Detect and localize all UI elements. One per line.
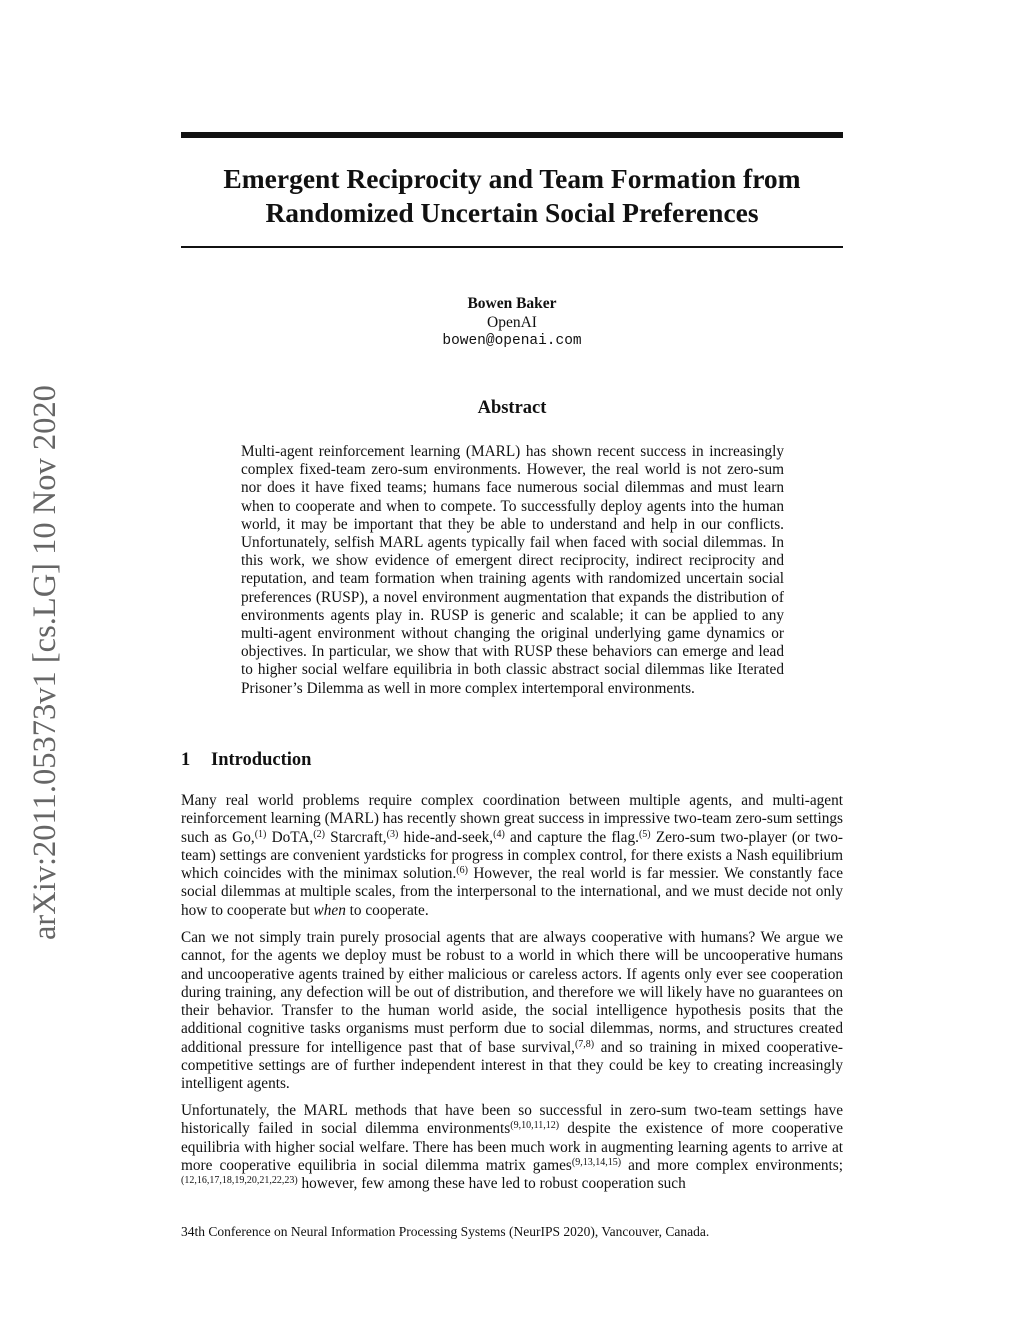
section-title: Introduction — [211, 750, 312, 770]
citation[interactable]: (12,16,17,18,19,20,21,22,23) — [181, 1175, 298, 1187]
text-run: and so training in mixed cooperative-competitive settings are of further independent interest in that they could be key to creating increasingly intelligent agents. — [181, 1038, 843, 1093]
intro-paragraph-1 — [181, 792, 843, 920]
text-run: and capture the flag. — [504, 828, 639, 846]
title-top-rule — [181, 132, 843, 138]
text-run: hide-and-seek, — [398, 828, 494, 846]
citation[interactable]: (2) — [313, 828, 325, 840]
text-run: Unfortunately, the MARL methods that have been so successful in zero-sum two-team settings have historically failed in social dilemma environments — [181, 1102, 843, 1138]
citation[interactable]: (3) — [386, 828, 399, 840]
abstract-text: Multi-agent reinforcement learning (MARL) has shown recent success in increasingly complex fixed-team zero-sum environments. However, the real world is not zero-sum nor does it have fixed teams; humans face numerous social dilemmas and must learn when to cooperate and when to compete. To successfully deploy agents into the human world, it may be important that they be able to understand and help in our conflicts. Unfortunately, selfish MARL agents typically fail when faced with social dilemmas. In this work, we show evidence of emergent direct reciprocity, indirect reciprocity and reputation, and team formation when training agents with randomized uncertain social preferences (RUSP), a novel environment augmentation that expands the distribution of environments agents play in. RUSP is generic and scalable; it can be applied to any multi-agent environment without changing the original underlying game dynamics or objectives. In particular, we show that with RUSP these behaviors can emerge and lead to higher social welfare equilibria in both classic abstract social dilemmas like Iterated Prisoner’s Dilemma as well in more complex intertemporal environments. — [241, 443, 784, 697]
text-run: however, few among these have led to robust cooperation such — [297, 1175, 686, 1193]
abstract-heading: Abstract — [477, 398, 547, 418]
title-line-1: Emergent Reciprocity and Team Formation from — [223, 163, 801, 194]
citation[interactable]: (1) — [254, 828, 267, 840]
emphasis-when: when — [313, 901, 346, 919]
author-block — [181, 295, 843, 351]
text-run: However, the real world is far messier. We constantly face social dilemmas at multiple scales, from the interpersonal to the international, and we must decide not only how to cooperate but — [181, 865, 843, 919]
text-run: and more complex environments; — [621, 1156, 843, 1174]
citation[interactable]: (9,10,11,12) — [510, 1120, 560, 1132]
title-bottom-rule — [181, 246, 843, 248]
citation[interactable]: (9,13,14,15) — [571, 1156, 622, 1168]
citation[interactable]: (4) — [493, 828, 505, 840]
citation[interactable]: (5) — [638, 828, 651, 840]
paper-title — [181, 162, 843, 230]
text-run: Can we not simply train purely prosocial agents that are always cooperative with humans? We argue we cannot, for the agents we deploy must be robust to a world in which there will be uncooperative humans and uncooperative agents trained by either malicious or careless actors. If agents only ever see cooperation during training, any defection will be out of distribution, and therefore we will likely have no guarantees on their behavior. Transfer to the human world aside, the social intelligence hypothesis posits that the additional cognitive tasks organisms must perform due to social dilemmas, norms, and structures created additional pressure for intelligence past that of base survival, — [181, 929, 843, 1056]
citation[interactable]: (7,8) — [574, 1038, 595, 1050]
text-run: despite the existence of more cooperative equilibria with higher social welfare. There has been much work in augmenting learning agents to arrive at more cooperative equilibria in social dilemma matrix games — [181, 1120, 843, 1174]
conference-footnote: 34th Conference on Neural Information Processing Systems (NeurIPS 2020), Vancouver, Canada. — [181, 1224, 710, 1239]
title-line-2: Randomized Uncertain Social Preferences — [265, 197, 759, 228]
section-number: 1 — [181, 750, 191, 770]
section-heading-introduction — [181, 750, 311, 771]
author-email[interactable]: bowen@openai.com — [442, 333, 582, 349]
arxiv-identifier: arXiv:2011.05373v1 [cs.LG] 10 Nov 2020 — [27, 385, 63, 940]
intro-paragraph-2 — [181, 929, 843, 1094]
text-run: DoTA, — [266, 828, 314, 846]
text-run: Zero-sum two-player (or two-team) settings are convenient yardsticks for progress in complex control, for there exists a Nash equilibrium which coincides with the minimax solution. — [181, 828, 844, 883]
text-run: Many real world problems require complex coordination between multiple agents, and multi-agent reinforcement learning (MARL) has recently shown great success in impressive two-team zero-sum settings such as Go, — [181, 792, 843, 846]
text-run: Starcraft, — [324, 828, 387, 846]
author-name: Bowen Baker — [467, 295, 557, 312]
citation[interactable]: (6) — [456, 865, 468, 877]
author-affiliation: OpenAI — [487, 313, 537, 331]
text-run: to cooperate. — [345, 901, 429, 919]
intro-paragraph-3 — [181, 1102, 843, 1193]
